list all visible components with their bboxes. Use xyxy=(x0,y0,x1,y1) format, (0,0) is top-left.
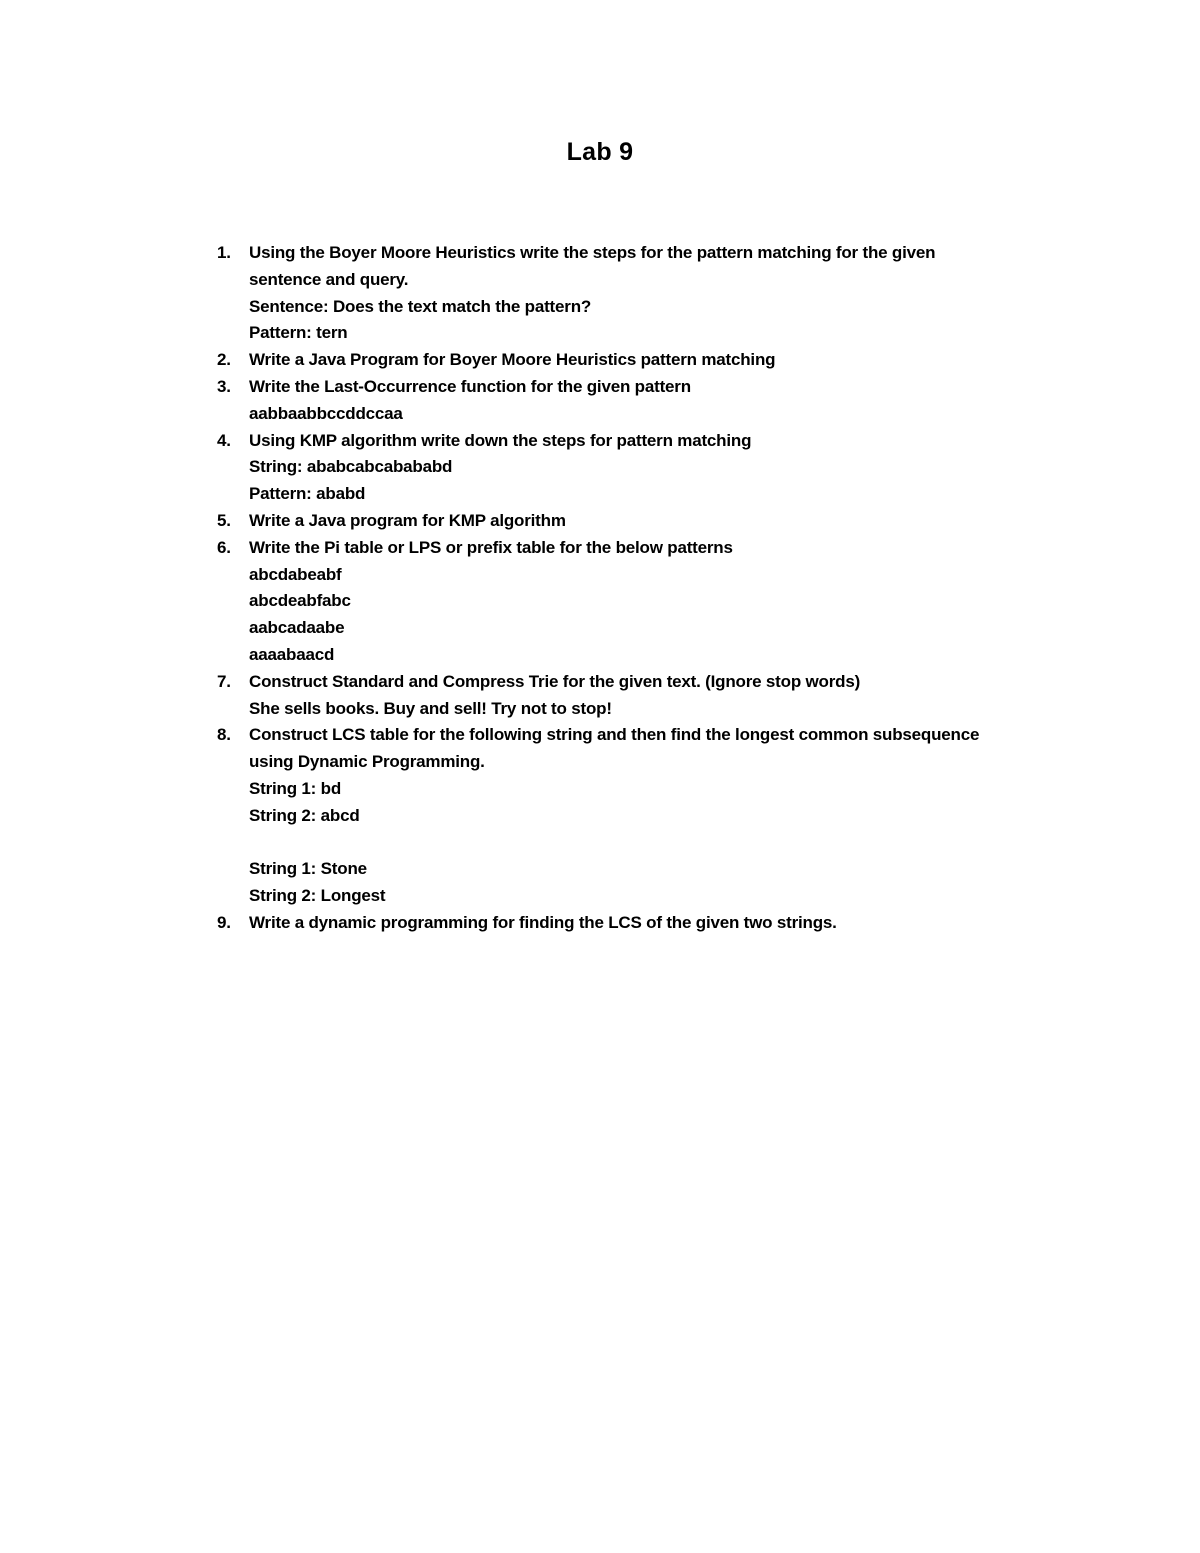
task-text-line: sentence and query. xyxy=(249,269,409,289)
task-text-line: String 2: abcd xyxy=(249,805,360,825)
task-item xyxy=(0,428,1200,508)
task-text-line: String: ababcabcabababd xyxy=(249,457,453,477)
task-text-line: Using the Boyer Moore Heuristics write the steps for the pattern matching for the given xyxy=(249,243,936,262)
task-text-line: String 1: bd xyxy=(249,778,342,798)
task-text-line: aaaabaacd xyxy=(249,644,335,664)
task-text-line: String 2: Longest xyxy=(249,886,386,906)
task-text-line: Write a Java Program for Boyer Moore Heuristics pattern matching xyxy=(249,350,776,370)
task-text-line: aabbaabbccddccaa xyxy=(249,403,403,423)
task-text-line: Construct Standard and Compress Trie for the given text. (Ignore stop words) xyxy=(249,671,861,691)
task-text-line: Write a Java program for KMP algorithm xyxy=(249,510,566,530)
task-text-line: Construct LCS table for the following string and then find the longest common subsequence xyxy=(249,725,980,745)
task-text-line xyxy=(249,830,1149,857)
task-number: 8. xyxy=(217,725,231,745)
task-text-line: Using KMP algorithm write down the steps for pattern matching xyxy=(249,430,752,450)
task-text-line: aabcadaabe xyxy=(249,618,345,638)
task-text-line: abcdeabfabc xyxy=(249,591,351,611)
task-list xyxy=(0,240,1200,937)
task-text-line: abcdabeabf xyxy=(249,564,342,584)
task-item xyxy=(0,669,1200,723)
task-number: 6. xyxy=(217,537,231,557)
task-text-line: using Dynamic Programming. xyxy=(249,752,485,772)
task-text-line: Write the Pi table or LPS or prefix table for the below patterns xyxy=(249,537,733,557)
task-text-line: She sells books. Buy and sell! Try not to stop! xyxy=(249,698,612,718)
task-text-line: Pattern: ababd xyxy=(249,484,366,504)
task-item xyxy=(0,240,1200,347)
task-item xyxy=(0,508,1200,535)
task-text-line: Write the Last-Occurrence function for the given pattern xyxy=(249,376,691,396)
task-item xyxy=(0,722,1200,910)
task-number: 9. xyxy=(217,912,231,932)
task-text-line: String 1: Stone xyxy=(249,859,367,879)
task-item xyxy=(0,374,1200,428)
task-item xyxy=(0,910,1200,937)
task-text-line: Write a dynamic programming for finding the LCS of the given two strings. xyxy=(249,912,837,932)
task-number: 3. xyxy=(217,376,231,396)
task-item xyxy=(0,535,1200,669)
task-item xyxy=(0,347,1200,374)
page-title: Lab 9 xyxy=(566,138,634,166)
task-number: 4. xyxy=(217,430,231,450)
task-number: 7. xyxy=(217,671,231,691)
task-text-line: Sentence: Does the text match the pattern? xyxy=(249,296,592,316)
task-number: 2. xyxy=(217,350,231,370)
task-number: 5. xyxy=(217,510,231,530)
task-text-line: Pattern: tern xyxy=(249,323,348,343)
task-number: 1. xyxy=(217,243,231,262)
